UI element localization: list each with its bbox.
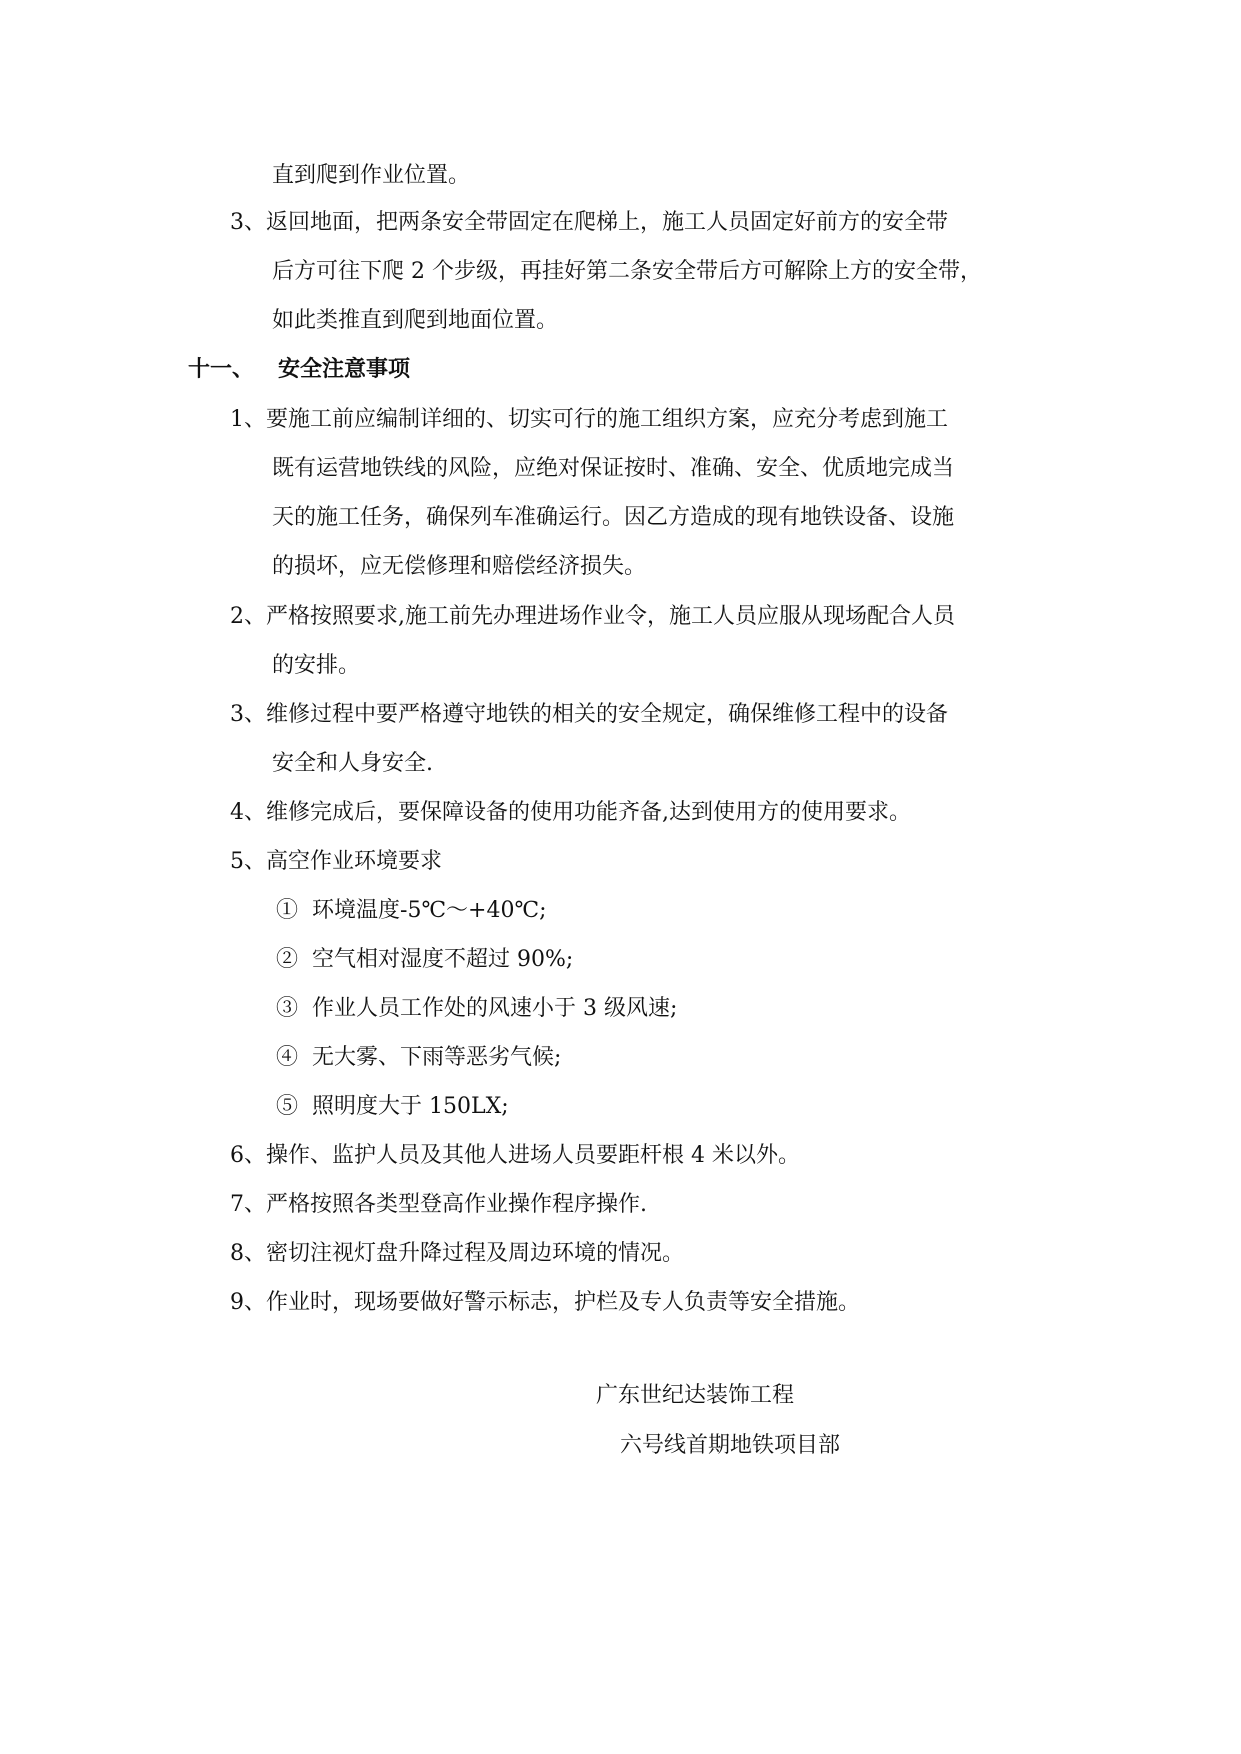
sub-item-number: ④ bbox=[276, 1045, 299, 1070]
rule-4 bbox=[230, 797, 911, 829]
rule-number: 6、 bbox=[230, 1143, 266, 1168]
rule-number: 9、 bbox=[230, 1290, 266, 1315]
rule-7 bbox=[230, 1189, 647, 1221]
sub-item bbox=[276, 1042, 561, 1074]
sub-item bbox=[276, 993, 677, 1025]
rule-text: 维修完成后，要保障设备的使用功能齐备,达到使用方的使用要求。 bbox=[266, 800, 911, 825]
rule-text: 要施工前应编制详细的、切实可行的施工组织方案，应充分考虑到施工 bbox=[266, 407, 949, 432]
rule-2-line-2: 的安排。 bbox=[272, 653, 361, 678]
rule-5 bbox=[230, 846, 442, 878]
sub-item-text: 无大雾、下雨等恶劣气候; bbox=[312, 1045, 562, 1070]
item-text: 返回地面，把两条安全带固定在爬梯上，施工人员固定好前方的安全带 bbox=[266, 210, 949, 235]
rule-3-line-2: 安全和人身安全. bbox=[272, 751, 433, 776]
sub-item-number: ② bbox=[276, 947, 299, 972]
rule-text: 严格按照要求,施工前先办理进场作业令，施工人员应服从现场配合人员 bbox=[266, 604, 955, 629]
rule-text: 严格按照各类型登高作业操作程序操作. bbox=[266, 1192, 647, 1217]
rule-number: 2、 bbox=[230, 604, 266, 629]
rule-3 bbox=[230, 699, 948, 731]
rule-text: 操作、监护人员及其他人进场人员要距杆根 4 米以外。 bbox=[266, 1143, 800, 1168]
sub-item bbox=[276, 1091, 509, 1123]
section-number: 十一、 bbox=[188, 357, 255, 382]
sub-item bbox=[276, 944, 573, 976]
rule-number: 7、 bbox=[230, 1192, 266, 1217]
sub-item-number: ⑤ bbox=[276, 1094, 299, 1119]
rule-text: 高空作业环境要求 bbox=[266, 849, 443, 874]
rule-1 bbox=[230, 404, 948, 436]
rule-1-line-2: 既有运营地铁线的风险，应绝对保证按时、准确、安全、优质地完成当 bbox=[272, 456, 955, 481]
rule-9 bbox=[230, 1287, 860, 1319]
signature-company: 广东世纪达装饰工程 bbox=[596, 1383, 795, 1408]
rule-8 bbox=[230, 1238, 684, 1270]
rule-number: 3、 bbox=[230, 702, 266, 727]
rule-text: 作业时，现场要做好警示标志，护栏及专人负责等安全措施。 bbox=[266, 1290, 861, 1315]
rule-1-line-4: 的损坏，应无偿修理和赔偿经济损失。 bbox=[272, 554, 647, 579]
rule-2 bbox=[230, 601, 955, 633]
rule-1-line-3: 天的施工任务，确保列车准确运行。因乙方造成的现有地铁设备、设施 bbox=[272, 505, 955, 530]
rule-number: 1、 bbox=[230, 407, 266, 432]
section-heading bbox=[188, 354, 410, 386]
sub-item-number: ① bbox=[276, 898, 299, 923]
signature-department: 六号线首期地铁项目部 bbox=[620, 1433, 841, 1458]
sub-item bbox=[276, 895, 547, 927]
sub-item-text: 空气相对湿度不超过 90%; bbox=[312, 947, 574, 972]
item-number: 3、 bbox=[230, 210, 266, 235]
continuation-line: 直到爬到作业位置。 bbox=[272, 163, 471, 188]
rule-6 bbox=[230, 1140, 800, 1172]
item-3-line-3: 如此类推直到爬到地面位置。 bbox=[272, 308, 559, 333]
item-3-line-2: 后方可往下爬 2 个步级，再挂好第二条安全带后方可解除上方的安全带， bbox=[272, 259, 982, 284]
rule-text: 维修过程中要严格遵守地铁的相关的安全规定，确保维修工程中的设备 bbox=[266, 702, 949, 727]
sub-item-text: 照明度大于 150LX; bbox=[312, 1094, 509, 1119]
rule-number: 8、 bbox=[230, 1241, 266, 1266]
sub-item-text: 作业人员工作处的风速小于 3 级风速; bbox=[312, 996, 678, 1021]
sub-item-number: ③ bbox=[276, 996, 299, 1021]
list-item-3 bbox=[230, 207, 948, 239]
rule-text: 密切注视灯盘升降过程及周边环境的情况。 bbox=[266, 1241, 685, 1266]
rule-number: 4、 bbox=[230, 800, 266, 825]
rule-number: 5、 bbox=[230, 849, 266, 874]
section-title: 安全注意事项 bbox=[278, 357, 411, 382]
sub-item-text: 环境温度-5℃～+40℃; bbox=[312, 898, 547, 923]
